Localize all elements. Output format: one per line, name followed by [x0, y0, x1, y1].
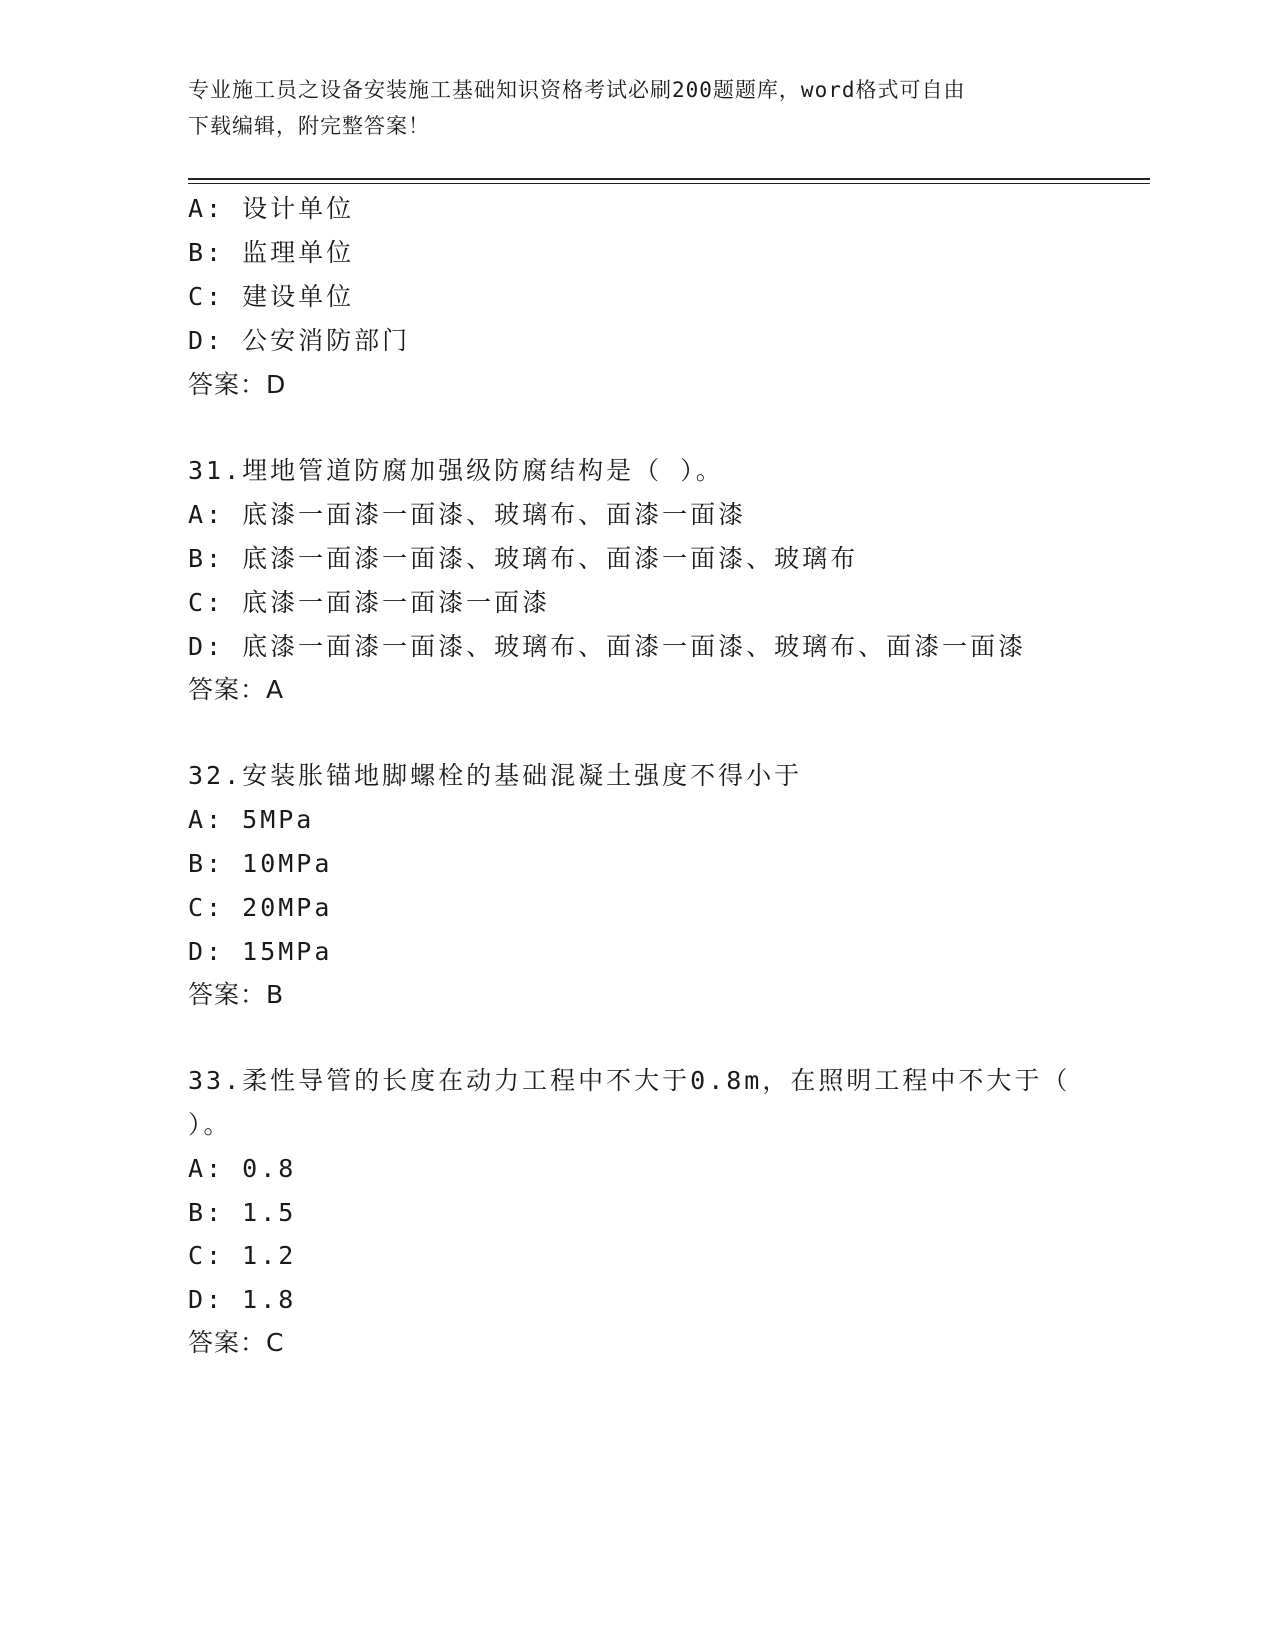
- q30-answer: 答案：D: [188, 370, 287, 399]
- header-divider-thick: [188, 178, 1150, 180]
- q33-option-d: D: 1.8: [188, 1285, 297, 1314]
- q32-option-a: A: 5MPa: [188, 805, 315, 834]
- header-line-2: 下载编辑，附完整答案！: [188, 114, 430, 138]
- header-divider-thin: [188, 183, 1150, 184]
- q30-option-b: B: 监理单位: [188, 238, 355, 267]
- q31-option-b: B: 底漆一面漆一面漆、玻璃布、面漆一面漆、玻璃布: [188, 544, 859, 573]
- q33-question-line-2: ）。: [188, 1110, 232, 1139]
- q31-option-a: A: 底漆一面漆一面漆、玻璃布、面漆一面漆: [188, 500, 747, 529]
- q30-option-c: C: 建设单位: [188, 282, 355, 311]
- q32-option-c: C: 20MPa: [188, 893, 333, 922]
- q33-answer: 答案：C: [188, 1328, 285, 1357]
- q32-answer: 答案：B: [188, 980, 285, 1009]
- document-header: [188, 72, 1068, 144]
- q33-option-b: B: 1.5: [188, 1198, 297, 1227]
- q33-option-a: A: 0.8: [188, 1154, 297, 1183]
- q33-option-c: C: 1.2: [188, 1241, 297, 1270]
- header-line-1: 专业施工员之设备安装施工基础知识资格考试必刷200题题库，word格式可自由: [188, 78, 966, 102]
- q30-option-a: A: 设计单位: [188, 194, 355, 223]
- q32-option-b: B: 10MPa: [188, 849, 333, 878]
- q30-option-d: D: 公安消防部门: [188, 326, 411, 355]
- q32-question: 32.安装胀锚地脚螺栓的基础混凝土强度不得小于: [188, 761, 803, 790]
- q31-answer: 答案：A: [188, 675, 285, 704]
- q33-question-line-1: 33.柔性导管的长度在动力工程中不大于0.8m，在照明工程中不大于（: [188, 1066, 1071, 1095]
- q31-option-d: D: 底漆一面漆一面漆、玻璃布、面漆一面漆、玻璃布、面漆一面漆: [188, 632, 1027, 661]
- q32-option-d: D: 15MPa: [188, 937, 333, 966]
- q31-question: 31.埋地管道防腐加强级防腐结构是（ ）。: [188, 456, 724, 485]
- q31-option-c: C: 底漆一面漆一面漆一面漆: [188, 588, 551, 617]
